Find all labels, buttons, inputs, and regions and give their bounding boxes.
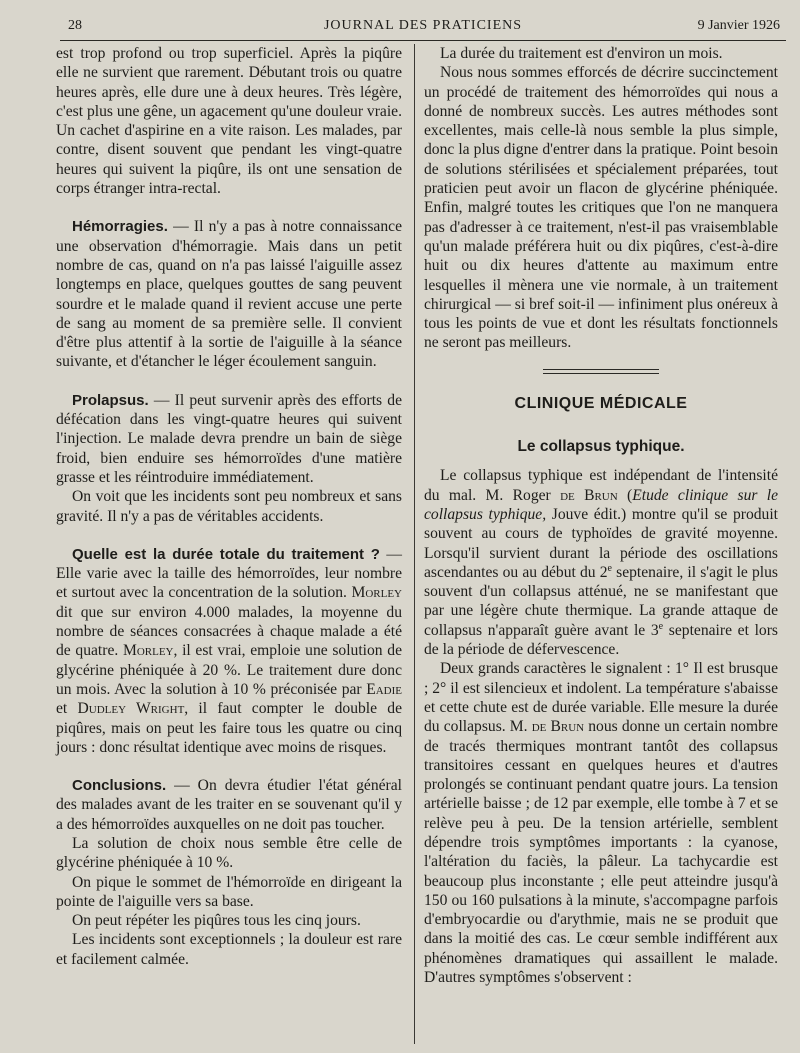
journal-title: JOURNAL DES PRATICIENS (323, 18, 523, 33)
column-rule (414, 44, 415, 1044)
page-number: 28 (68, 18, 82, 33)
paragraph: Les incidents sont exceptionnels ; la douleur est rare et facilement calmée. (56, 931, 402, 968)
paragraph-hemorragies: Hémorragies. — Il n'y a pas à notre connaissance une observation d'hémorragie. Mais dans un petit nombre de cas, quand on n'a pas laissé l'aiguille assez longtemps en place, quelques gouttes de sang peuvent sourdre et le malade quand il revient accuse une perte de sang au moment de sa première selle. Il convient d'être plus attentif à la sortie de l'aiguille à la séance suivante, et d'étancher le léger écoulement sanguin. (56, 218, 402, 371)
paragraph: On peut répéter les piqûres tous les cinq jours. (72, 912, 361, 930)
paragraph: La solution de choix nous semble être celle de glycérine phéniquée à 10 %. (56, 834, 402, 872)
author-name: de Brun (531, 718, 585, 736)
author-name: Morley (122, 642, 174, 660)
paragraph: Deux grands caractères le signalent : 1° Il est brusque ; 2° il est silencieux et indolent. La température s'abaisse et cette chute est de durée variable. Elle mesure la durée du collapsus. M. de Brun nous donne un certain nombre de tracés thermiques montrant tantôt des collapsus transitoires cessant en quelques heures et d'autres prolongés se continuant pendant quatre jours. La tension artérielle baisse ; de 12 par exemple, elle tombe à 7 et se relève peu à peu. De la tension artérielle, semblent dépendre trois symptômes importants : la cyanose, l'altération du faciès, la pâleur. La tachycardie est beaucoup plus inconstante ; elle peut atteindre jusqu'à 150 ou 160 pulsations à la minute, s'accompagne parfois d'embryocardie ou d'arythmie, mais ne se produit que dans la moitié des cas. Le cœur semble indifférent aux phénomènes dramatiques qui assaillent le malade. D'autres symptômes s'observent : (424, 660, 778, 987)
page-header (60, 14, 786, 41)
left-column (56, 44, 402, 969)
author-name: Dudley Wright (77, 700, 185, 718)
paragraph: Nous nous sommes efforcés de décrire succinctement un procédé de traitement des hémorroïdes qui nous a donné de nombreux succès. Les autres méthodes sont excellentes, mais celle-là nous semble la plus simple, donc la plus digne d'entrer dans la pratique. Point besoin de solutions stérilisées et spécialement préparées, tout praticien peut avoir un flacon de glycérine phéniquée. Enfin, malgré toutes les critiques que l'on ne manquera pas d'adresser à ce traitement, n'est-il pas vraisemblable qu'un malade préférera huit ou dix piqûres, c'est-à-dire huit ou dix heures d'attente au maximum entre lesquelles il mènera une vie normale, à un traitement chirurgical — si bref soit-il — infiniment plus onéreux à tous les points de vue et dont les résultats fonctionnels ne seront pas meilleurs. (424, 64, 778, 352)
right-column (424, 44, 778, 987)
paragraph-conclusions: Conclusions. — On devra étudier l'état général des malades avant de les traiter en se souvenant qu'il y a des hémorroïdes auxquelles on ne doit pas toucher. (56, 777, 402, 833)
paragraph: On voit que les incidents sont peu nombreux et sans gravité. Il n'y a pas de véritables accidents. (56, 488, 402, 525)
run-in-heading: Hémorragies. (72, 218, 168, 236)
article-title: Le collapsus typhique. (517, 438, 685, 456)
author-name: de Brun (560, 486, 618, 504)
section-separator (543, 369, 659, 374)
paragraph: La durée du traitement est d'environ un mois. (440, 45, 723, 62)
paragraph-prolapsus: Prolapsus. — Il peut survenir après des efforts de défécation dans les vingt-quatre heures qui suivent l'injection. Le malade devra prendre un bain de siège froid, bien enduire ses hémorroïdes d'une matière grasse et les réintroduire immédiatement. (56, 391, 402, 486)
paragraph: On pique le sommet de l'hémorroïde en dirigeant la pointe de l'aiguille vers sa base. (56, 873, 402, 910)
paragraph-duree: Quelle est la durée totale du traitement ? — Elle varie avec la taille des hémorroïdes, leur nombre et surtout avec la concentration de la solution. Morley dit que sur environ 4.000 malades, la moyenne du nombre de séances consacrées à chaque malade a été de quatre. Morley, il est vrai, emploie une solution de glycérine phéniquée à 20 %. Le traitement dure donc un mois. Avec la solution à 10 % préconisée par Eadie et Dudley Wright, il faut compter le double de piqûres, mais on peut les faire tous les quatre ou cinq jours : donc résultat identique avec moins de risques. (56, 545, 402, 756)
section-title: CLINIQUE MÉDICALE (514, 394, 688, 412)
paragraph: Le collapsus typhique est indépendant de l'intensité du mal. M. Roger de Brun (Etude clinique sur le collapsus typhique, Jouve édit.) montre qu'il se produit souvent au cours de typhoïdes de gravité moyenne. Lorsqu'il survient durant la période des oscillations ascendantes ou au début du 2e septenaire, il s'agit le plus souvent d'un collapsus atténué, ne se manifestant que par une légère chute thermique. La grande attaque de collapsus n'apparaît guère avant le 3e septenaire et lors de la période de défervescence. (424, 467, 779, 659)
run-in-heading: Conclusions. (72, 777, 167, 795)
author-name: Morley (351, 584, 402, 602)
run-in-heading: Quelle est la durée totale du traitement ? (72, 545, 380, 563)
author-name: Eadie (366, 680, 402, 698)
issue-date: 9 Janvier 1926 (697, 18, 780, 33)
run-in-heading: Prolapsus. (72, 391, 149, 409)
reference-title: Etude clinique sur le collapsus typhique, (424, 486, 779, 523)
paragraph: est trop profond ou trop superficiel. Après la piqûre elle ne survient que rarement. Débutant trois ou quatre heures après, elle dure une à deux heures. Très légère, c'est plus une gêne, un agacement qu'une douleur vraie. Un cachet d'aspirine en a vite raison. Les malades, par contre, disent souvent que pendant les vingt-quatre heures qui suivent la piqûre, ils ont une sensation de corps étranger intra-rectal. (56, 45, 402, 198)
